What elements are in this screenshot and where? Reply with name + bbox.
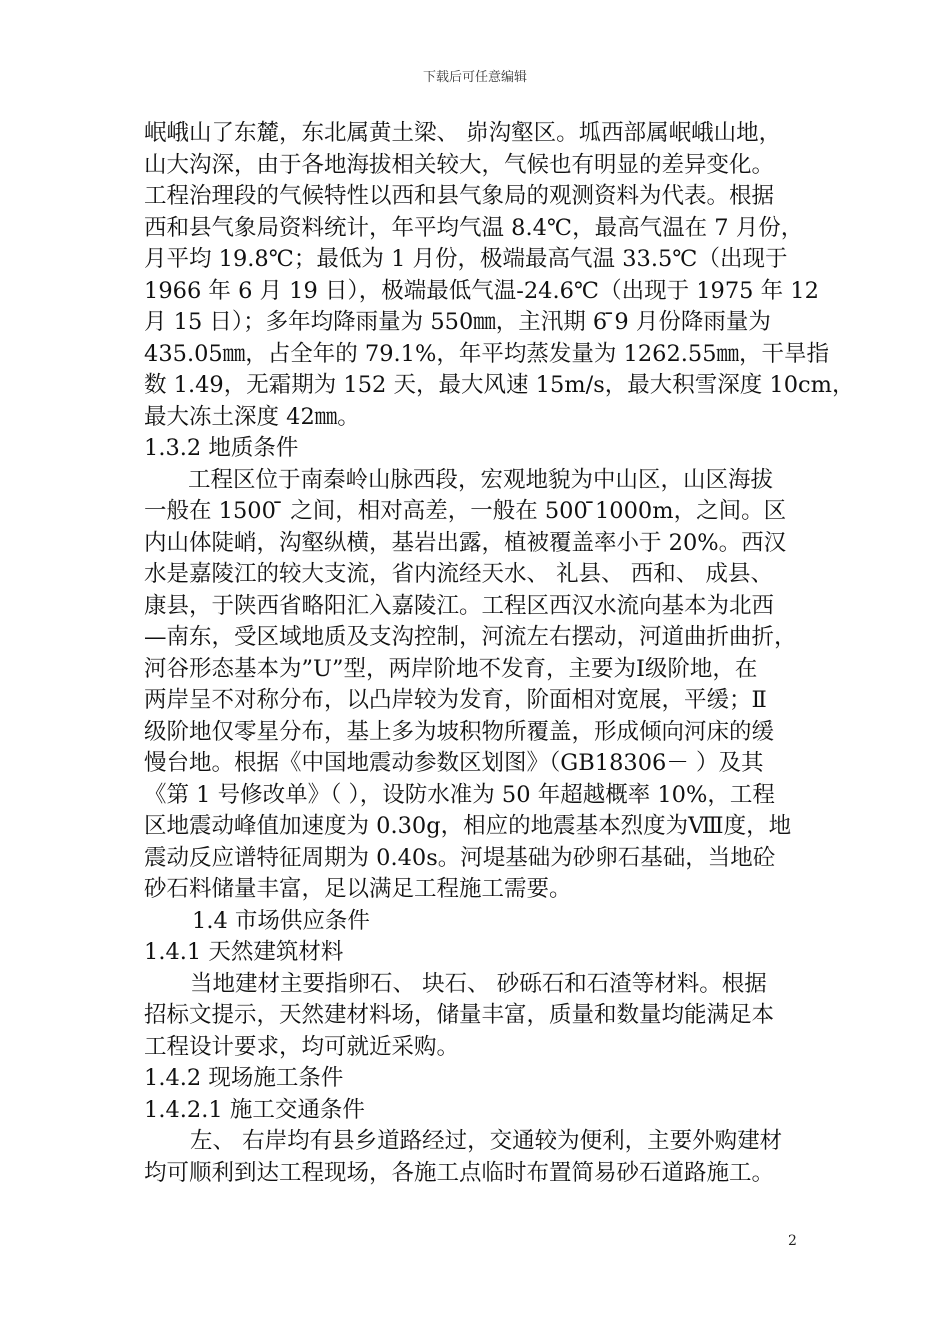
text-line: 最大冻土深度 42㎜。 (144, 403, 360, 430)
section-heading: 1.3.2 地质条件 (144, 435, 299, 461)
page-number: 2 (788, 1233, 797, 1249)
section-heading: 1.4.2.1 施工交通条件 (144, 1096, 365, 1123)
text-line: 砂石料储量丰富，足以满足工程施工需要。 (144, 876, 572, 902)
text-line: 一般在 1500 ̄ 之间，相对高差，一般在 500 ̄1000m，之间。区 (144, 498, 787, 524)
text-line: 级阶地仅零星分布，基上多为坡积物所覆盖，形成倾向河床的缓 (144, 718, 775, 745)
text-line: —南东，受区域地质及支沟控制，河流左右摆动，河道曲折曲折， (144, 624, 797, 650)
text-line: 1966 年 6 月 19 日），极端最低气温-24.6℃（出现于 1975 年 12 (144, 277, 819, 304)
text-line: 数 1.49，无霜期为 152 天，最大风速 15m/s，最大积雪深度 10cm， (144, 372, 855, 398)
text-line: 《第 1 号修改单》（ ），设防水准为 50 年超越概率 10%，工程 (144, 781, 775, 808)
text-line: 均可顺利到达工程现场，各施工点临时布置简易砂石道路施工。 (144, 1159, 775, 1186)
text-line: 两岸呈不对称分布，以凸岸较为发育，阶面相对宽展，平缓；Ⅱ (144, 687, 767, 713)
text-line: 月 15 日）；多年均降雨量为 550㎜，主汛期 6 ̄9 月份降雨量为 (144, 309, 771, 335)
section-heading: 1.4.1 天然建筑材料 (144, 939, 344, 965)
text-line: 山大沟深，由于各地海拔相关较大，气候也有明显的差异变化。 (144, 151, 775, 178)
text-line: 康县，于陕西省略阳汇入嘉陵江。工程区西汉水流向基本为北西 (144, 592, 775, 619)
text-line: 当地建材主要指卵石、 块石、 砂砾石和石渣等材料。根据 (190, 970, 767, 997)
text-line: 工程设计要求，均可就近采购。 (144, 1033, 460, 1060)
text-line: 435.05㎜，占全年的 79.1%，年平均蒸发量为 1262.55㎜，干旱指 (144, 340, 830, 367)
text-line: 月平均 19.8℃；最低为 1 月份，极端最高气温 33.5℃（出现于 (144, 246, 788, 272)
text-line: 工程治理段的气候特性以西和县气象局的观测资料为代表。根据 (144, 183, 775, 209)
document-body (144, 118, 855, 1189)
section-heading: 1.4.2 现场施工条件 (144, 1065, 344, 1091)
page-header: 下载后可任意编辑 (422, 70, 527, 85)
text-line: 岷峨山了东麓，东北属黄土梁、 峁沟壑区。坬西部属岷峨山地， (144, 120, 782, 146)
section-heading: 1.4 市场供应条件 (192, 907, 370, 934)
text-line: 工程区位于南秦岭山脉西段，宏观地貌为中山区，山区海拔 (188, 466, 774, 493)
text-line: 河谷形态基本为”U”型，两岸阶地不发育，主要为Ⅰ级阶地，在 (144, 655, 758, 682)
text-line: 水是嘉陵江的较大支流，省内流经天水、 礼县、 西和、 成县、 (144, 561, 773, 587)
text-line: 内山体陡峭，沟壑纵横，基岩出露，植被覆盖率小于 20%。西汉 (144, 529, 787, 556)
text-line: 慢台地。根据《中国地震动参数区划图》（GB18306－ ）及其 (144, 750, 764, 776)
text-line: 招标文提示，天然建材料场，储量丰富，质量和数量均能满足本 (144, 1002, 775, 1028)
text-line: 西和县气象局资料统计，年平均气温 8.4℃，最高气温在 7 月份， (144, 214, 804, 241)
text-line: 震动反应谱特征周期为 0.40s。河堤基础为砂卵石基础，当地砼 (144, 844, 776, 871)
text-line: 左、 右岸均有县乡道路经过，交通较为便利，主要外购建材 (190, 1128, 783, 1154)
text-line: 区地震动峰值加速度为 0.30g，相应的地震基本烈度为Ⅷ度，地 (144, 813, 792, 839)
